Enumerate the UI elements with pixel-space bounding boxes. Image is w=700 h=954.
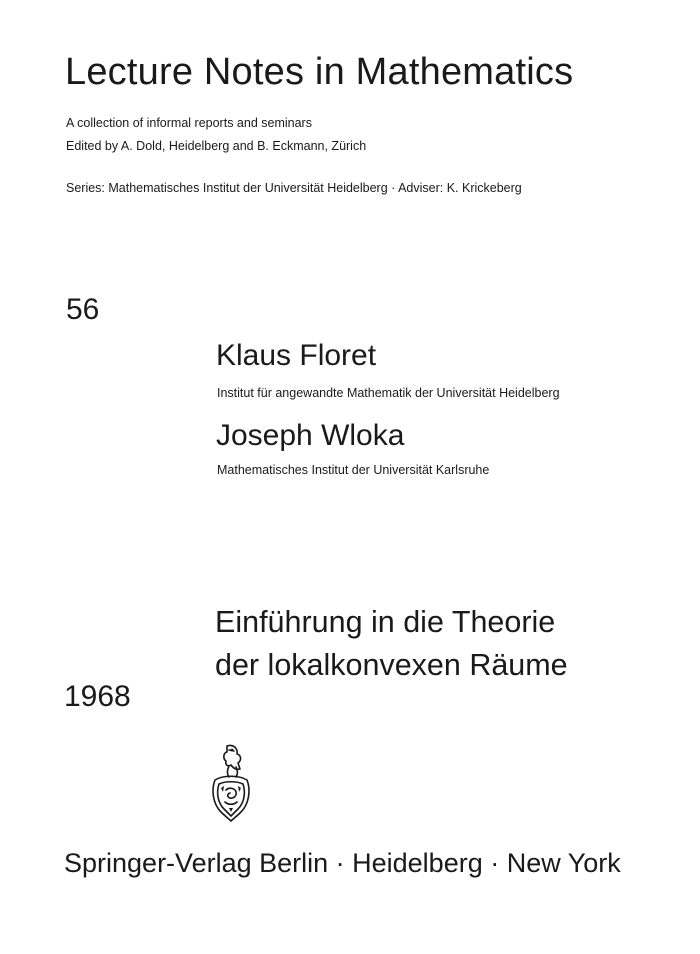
- book-title-line: Einführung in die Theorie: [215, 605, 556, 639]
- volume-number: 56: [66, 293, 100, 326]
- series-title: Lecture Notes in Mathematics: [65, 51, 574, 93]
- author-name: Klaus Floret: [216, 339, 377, 372]
- springer-knight-logo-icon: [205, 742, 257, 824]
- author-affiliation: Institut für angewandte Mathematik der Universität Heidelberg: [217, 386, 560, 400]
- author-name: Joseph Wloka: [216, 419, 405, 452]
- series-editors: Edited by A. Dold, Heidelberg and B. Eckmann, Zürich: [66, 139, 367, 153]
- publication-year: 1968: [64, 680, 131, 713]
- series-subtitle: A collection of informal reports and seminars: [66, 116, 312, 130]
- series-info: Series: Mathematisches Institut der Universität Heidelberg · Adviser: K. Krickeberg: [66, 181, 522, 195]
- author-affiliation: Mathematisches Institut der Universität Karlsruhe: [217, 463, 490, 477]
- publisher-line: Springer-Verlag Berlin · Heidelberg · New York: [64, 848, 621, 878]
- book-title-line: der lokalkonvexen Räume: [215, 648, 568, 682]
